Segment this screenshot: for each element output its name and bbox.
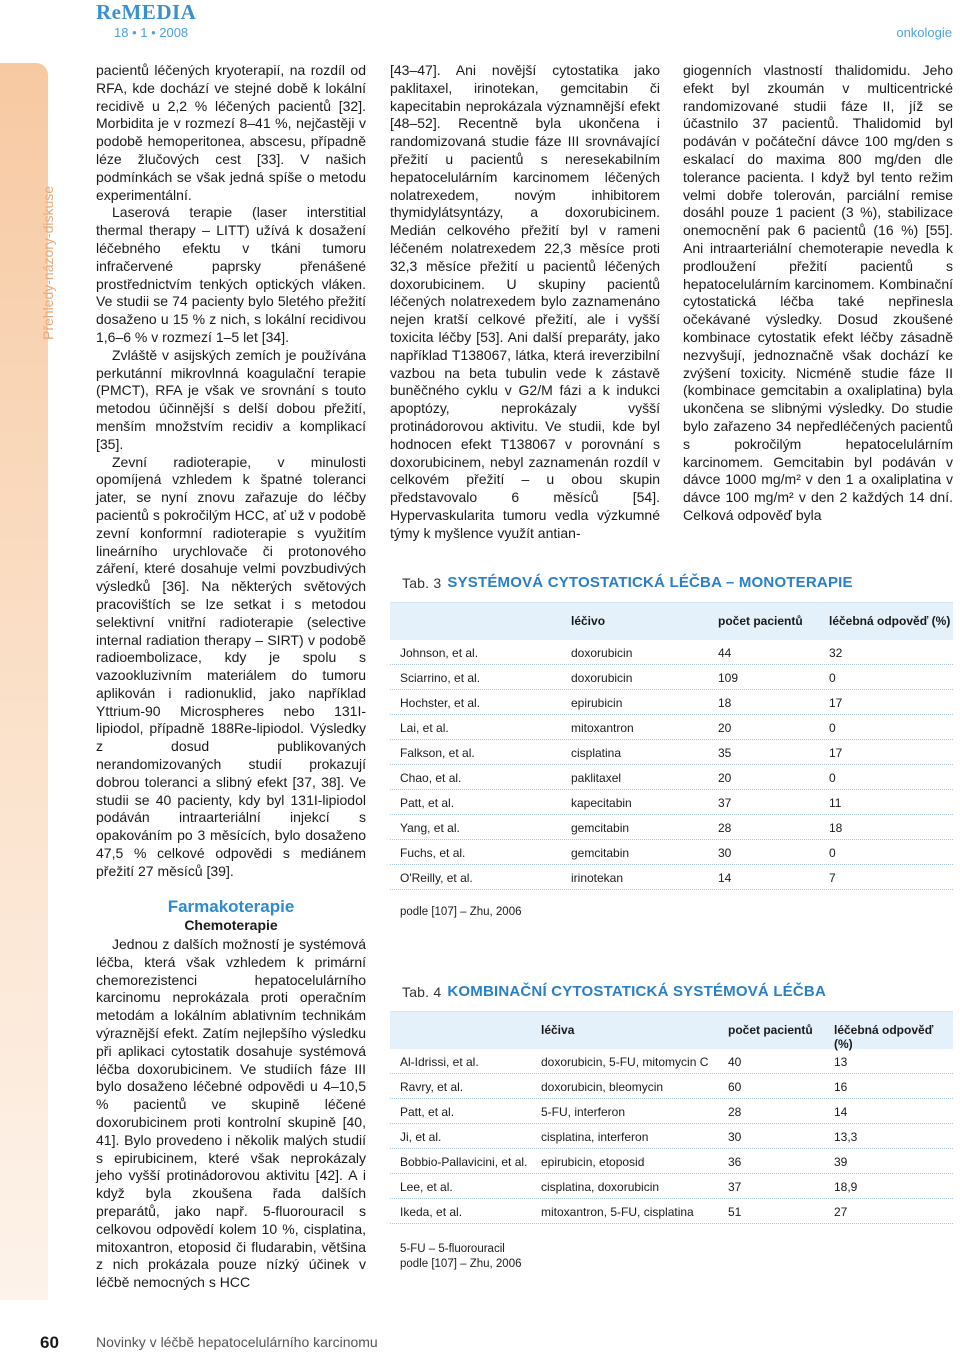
side-label: Přehledy-názory-diskuse <box>40 185 56 340</box>
table-title-text: SYSTÉMOVÁ CYTOSTATICKÁ LÉČBA – MONOTERAPIE <box>447 574 853 591</box>
paragraph: [43–47]. Ani novější cytostatika jako paklitaxel, irinotekan, gemcitabin či kapecitabin neprokázala významnější efekt [48–52]. Recentně byla ukončena i randomizovaná studie fáze III srovnávající přežití u pacientů s neresekabilním hepatocelulárním karcinomem léčených nolatrexedem, novým inhibitorem thymidylátsyntázy, a doxorubicinem. Medián celkového přežití byl v rameni léčeném nolatrexedem 22,3 měsíce proti 32,3 měsíce přežití u pacientů léčených doxorubicinem. U skupiny pacientů léčených nolatrexedem bylo zaznamenáno nejen kratší celkové přežití, ale i vyšší toxicita léčby [53]. Ani další preparáty, jako například T138067, látka, která ireverzibilní vazbou na beta tubulin vede k zástavě buněčného cyklu v G2/M fázi a k indukci apoptózy, neprokázaly vyšší protinádorovou aktivitu. Ve studii, kde byl hodnocen efekt T138067 v porovnání s doxorubicinem, nebyl zaznamenán rozdíl v celkovém přežití – u obou skupin představovalo 6 měsíců [54]. Hypervaskularita tumoru vedla výzkumné týmy k myšlence využít antian- <box>390 62 660 541</box>
table-cell: 17 <box>829 746 843 760</box>
table-row <box>390 690 953 715</box>
table-row <box>390 790 953 815</box>
table-cell: 39 <box>834 1155 848 1169</box>
table-cell: Ravry, et al. <box>400 1080 464 1094</box>
table-cell: 5-FU, interferon <box>541 1105 626 1119</box>
issue-number: 18 • 1 • 2008 <box>114 25 189 40</box>
paragraph: pacientů léčených kryoterapií, na rozdíl od RFA, kde dochází ve stejné době k lokální recidivě u 2,2 % léčených pacientů [32]. Morbidita je v rozmezí 8–41 %, nejčastěji v podobě hemoperitonea, abscesu, případně léze žlučových cest [33]. V našich podmínkách se však jedná spíše o metodu experimentální. <box>96 62 366 203</box>
table-row <box>390 865 953 890</box>
table-cell: 27 <box>834 1205 848 1219</box>
table-cell: 60 <box>728 1080 742 1094</box>
table-cell: 14 <box>718 871 732 885</box>
column-header: léčivo <box>571 614 606 628</box>
table-title <box>390 563 953 603</box>
table-cell: 44 <box>718 646 732 660</box>
table-cell: Chao, et al. <box>400 771 462 785</box>
table-cell: kapecitabin <box>571 796 632 810</box>
table-cell: doxorubicin, bleomycin <box>541 1080 664 1094</box>
table-row <box>390 740 953 765</box>
table-cell: 28 <box>728 1105 742 1119</box>
table-cell: Patt, et al. <box>400 1105 455 1119</box>
table-row <box>390 1099 953 1124</box>
table-cell: Fuchs, et al. <box>400 846 466 860</box>
table-cell: 18 <box>718 696 732 710</box>
paragraph: Zvláště v asijských zemích je používána perkutánní mikrovlnná koagulační terapie (PMCT), RFA je však ve srovnání s touto metodou účinnější s delší dobou přežití, menším množstvím recidiv a komplikací [35]. <box>96 346 366 452</box>
table-header <box>390 603 953 640</box>
table-cell: 109 <box>718 671 739 685</box>
table-cell: Al-Idrissi, et al. <box>400 1055 479 1069</box>
table-cell: mitoxantron, 5-FU, cisplatina <box>541 1205 694 1219</box>
table-cell: Yang, et al. <box>400 821 460 835</box>
table-tag: Tab. 3 <box>402 574 442 591</box>
table-row <box>390 640 953 665</box>
text-column-1 <box>96 62 366 881</box>
table-body <box>390 640 953 890</box>
table-cell: 18 <box>829 821 843 835</box>
column-header: léčebná odpověď (%) <box>829 614 951 628</box>
table-cell: 0 <box>829 721 836 735</box>
table-cell: 14 <box>834 1105 848 1119</box>
table-cell: cisplatina <box>571 746 622 760</box>
table-cell: 37 <box>728 1180 742 1194</box>
journal-logo: ReMEDIA <box>96 0 197 24</box>
table-cell: Bobbio-Pallavicini, et al. <box>400 1155 528 1169</box>
text-column-2 <box>390 62 660 543</box>
text-column-3 <box>683 62 953 525</box>
running-title: Novinky v léčbě hepatocelulárního karcinomu <box>96 1334 378 1350</box>
table-cell: 11 <box>829 796 842 810</box>
table-footnote <box>400 1242 522 1272</box>
table-row <box>390 1199 953 1224</box>
table-cell: 0 <box>829 846 836 860</box>
table-cell: Johnson, et al. <box>400 646 479 660</box>
table-cell: 36 <box>728 1155 742 1169</box>
column-header: počet pacientů <box>718 614 803 628</box>
table-cell: doxorubicin, 5-FU, mitomycin C <box>541 1055 709 1069</box>
table-cell: 40 <box>728 1055 742 1069</box>
table-title <box>390 972 953 1012</box>
table-cell: Sciarrino, et al. <box>400 671 481 685</box>
table-cell: 7 <box>829 871 836 885</box>
table-3 <box>390 563 953 890</box>
table-cell: 32 <box>829 646 843 660</box>
table-cell: 18,9 <box>834 1180 858 1194</box>
table-cell: irinotekan <box>571 871 624 885</box>
table-cell: Patt, et al. <box>400 796 455 810</box>
table-cell: 13 <box>834 1055 848 1069</box>
table-cell: 13,3 <box>834 1130 858 1144</box>
column-header: počet pacientů <box>728 1023 813 1037</box>
table-cell: 30 <box>728 1130 742 1144</box>
table-row <box>390 1124 953 1149</box>
table-row <box>390 715 953 740</box>
table-cell: doxorubicin <box>571 646 633 660</box>
table-cell: Hochster, et al. <box>400 696 481 710</box>
table-cell: Lai, et al. <box>400 721 449 735</box>
table-row <box>390 765 953 790</box>
paragraph: Jednou z dalších možností je systémová léčba, která však vzhledem k primární chemorezistenci hepatocelulárního karcinomu neprokázala proti operačním metodám a lokálním ablativním technikám výraznější efekt. Zatím nejlepšího výsledku při aplikaci cytostatik dosahuje systémová léčba doxorubicinem. Ve studiích fáze III bylo dosaženo léčebné odpovědi u 4–10,5 % pacientů ve skupině léčené doxorubicinem proti kontrolní skupině [40, 41]. Bylo provedeno i několik malých studií s epirubicinem, které však neprokázaly jeho vyšší protinádorovou aktivitu [42]. A i když byla zkoušena řada dalších preparátů, jako např. 5-fluorouracil s celkovou odpovědí kolem 10 %, cisplatina, mitoxantron, etoposid či fludarabin, většina z nich prokázala pouze nízký účinek v léčbě nemocných s HCC <box>96 936 366 1291</box>
table-cell: 20 <box>718 771 732 785</box>
table-cell: Falkson, et al. <box>400 746 475 760</box>
column-header: léčiva <box>541 1023 575 1037</box>
table-cell: doxorubicin <box>571 671 633 685</box>
table-cell: 30 <box>718 846 732 860</box>
column-header: léčebná odpověď (%) <box>834 1023 934 1051</box>
table-cell: 16 <box>834 1080 848 1094</box>
table-cell: 0 <box>829 671 836 685</box>
table-body <box>390 1049 953 1224</box>
paragraph: Zevní radioterapie, v minulosti opomíjená vzhledem k špatné toleranci jater, se nyní znovu zařazuje do léčby pacientů s pokročilým HCC, ať už v podobě zevní konformní radioterapie s využitím lineárního urychlovače či protonového záření, které dosahuje velmi povzbudivých výsledků [36]. Na některých světových pracovištích se lze setkat i s metodou selektivní vnitřní radioterapie (selective internal radiation therapy – SIRT) v podobě radioembolizace, kdy je spolu s vazookluzivním materiálem do tumoru aplikován i radionuklid, jako například Yttrium-90 Microspheres nebo 131I-lipiodol, případně 188Re-lipiodol. Výsledky z dosud publikovaných nerandomizovaných studií prokazují dobrou toleranci a slibný efekt [37, 38]. Ve studii se 40 pacienty, kdy byl 131I-lipiodol podáván intraarteriální injekcí s opakováním po 3 měsících, bylo dosaženo 47,5 % celkové odpovědi s mediánem přežití 27 měsíců [39]. <box>96 453 366 879</box>
table-row <box>390 1074 953 1099</box>
table-cell: 51 <box>728 1205 742 1219</box>
table-footnote: podle [107] – Zhu, 2006 <box>400 906 522 918</box>
table-cell: 20 <box>718 721 732 735</box>
paragraph: giogenních vlastností thalidomidu. Jeho efekt byl zkoumán v multicentrické randomizované studii fáze II, jíž se účastnilo 37 pacientů. Thalidomid byl podáván v počáteční dávce 100 mg/den s eskalací do maxima 800 mg/den dle tolerance pacienta. I když byl tento režim velmi dobře tolerován, parciální remise dosáhl pouze 1 pacient (3 %), stabilizace onemocnění pak 6 pacientů (16 %) [55]. Ani intraarteriální chemoterapie nevedla k prodloužení přežití pacientů s hepatocelulárním karcinomem. Kombinační cytostatická léčba také nepřinesla očekávané výsledky. Dosud zkoušené kombinace cytostatik efekt léčby zásadně nezvyšují, jednoznačně však dochází ke zvýšení toxicity. Nicméně studie fáze II (kombinace gemcitabin a oxaliplatina) byla ukončena se slibnými výsledky. Do studie bylo zařazeno 34 nepředléčených pacientů s pokročilým hepatocelulárním karcinomem. Gemcitabin byl podáván v dávce 1000 mg/m² v den 1 a oxaliplatina v dávce 100 mg/m² v den 2 každých 14 dní. Celková odpověď byla <box>683 62 953 523</box>
table-row <box>390 665 953 690</box>
section-name: onkologie <box>896 25 952 40</box>
footnote-source: podle [107] – Zhu, 2006 <box>400 1258 522 1270</box>
table-row <box>390 1049 953 1074</box>
table-cell: cisplatina, doxorubicin <box>541 1180 660 1194</box>
paragraph: Laserová terapie (laser interstitial thermal therapy – LITT) užívá k dosažení léčebného efektu v tkáni tumoru infračervené paprsky přenášené prostřednictvím tenkých optických vláken. Ve studii se 74 pacienty bylo 5letého přežití dosaženo u 15 % z nich, s lokální recidivou 1,6–6 % v rozmezí 1–5 let [34]. <box>96 204 366 345</box>
table-cell: Ikeda, et al. <box>400 1205 463 1219</box>
table-row <box>390 1174 953 1199</box>
table-cell: Ji, et al. <box>400 1130 442 1144</box>
table-header <box>390 1012 953 1049</box>
table-cell: paklitaxel <box>571 771 622 785</box>
section-heading: Farmakoterapie <box>167 897 295 916</box>
table-cell: gemcitabin <box>571 846 630 860</box>
table-tag: Tab. 4 <box>402 983 442 1000</box>
table-cell: O'Reilly, et al. <box>400 871 473 885</box>
table-cell: 37 <box>718 796 732 810</box>
text-column-1-continued <box>96 936 366 1292</box>
table-row <box>390 815 953 840</box>
table-cell: cisplatina, interferon <box>541 1130 649 1144</box>
page-number: 60 <box>40 1333 59 1352</box>
table-cell: epirubicin <box>571 696 623 710</box>
subsection-heading: Chemoterapie <box>184 917 278 933</box>
table-4 <box>390 972 953 1224</box>
table-cell: 0 <box>829 771 836 785</box>
table-cell: 17 <box>829 696 843 710</box>
table-title-text: KOMBINAČNÍ CYTOSTATICKÁ SYSTÉMOVÁ LÉČBA <box>447 983 826 1000</box>
table-cell: 28 <box>718 821 732 835</box>
footnote-abbrev: 5-FU – 5-fluorouracil <box>400 1243 505 1255</box>
table-cell: mitoxantron <box>571 721 634 735</box>
table-row <box>390 1149 953 1174</box>
table-cell: Lee, et al. <box>400 1180 453 1194</box>
table-row <box>390 840 953 865</box>
table-cell: epirubicin, etoposid <box>541 1155 645 1169</box>
table-cell: gemcitabin <box>571 821 630 835</box>
table-cell: 35 <box>718 746 732 760</box>
